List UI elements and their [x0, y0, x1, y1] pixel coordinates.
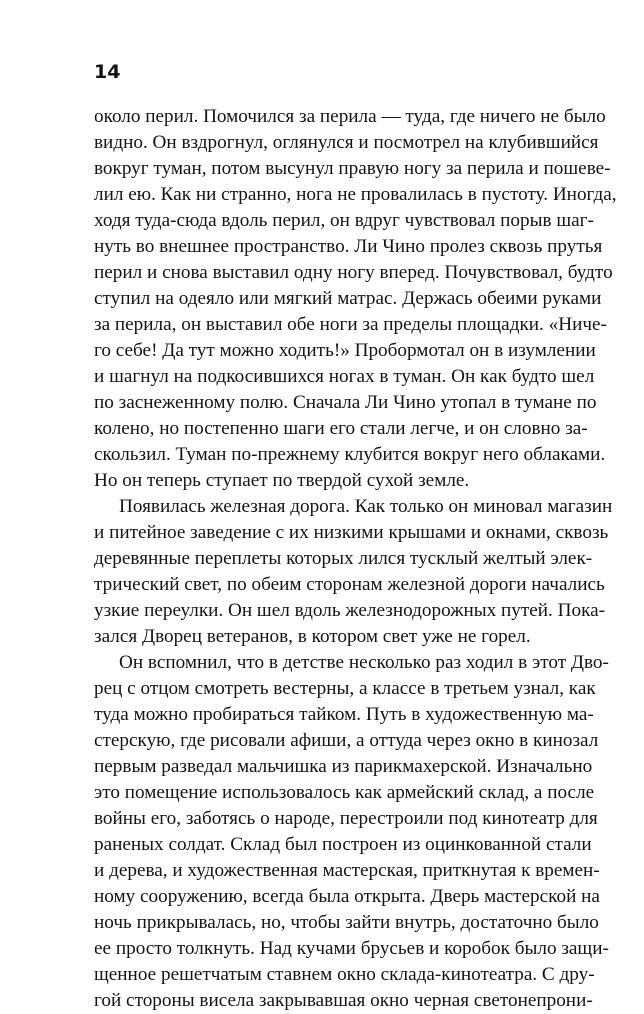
text-line: первым разведал мальчишка из парикмахерской. Изначально — [94, 756, 593, 777]
text-line: войны его, заботясь о народе, перестроили под кинотеатр для — [94, 808, 598, 829]
text-line: и питейное заведение с их низкими крышами и окнами, сквозь — [94, 522, 609, 543]
text-line: Он вспомнил, что в детстве несколько раз ходил в этот Дво- — [119, 652, 609, 673]
text-line: зался Дворец ветеранов, в котором свет уже не горел. — [94, 626, 531, 647]
text-line: по заснеженному полю. Сначала Ли Чино утопал в тумане по — [94, 392, 597, 413]
text-line: щенное решетчатым ставнем окно склада-кинотеатра. С дру- — [94, 964, 595, 985]
text-line: ному сооружению, всегда была открыта. Дверь мастерской на — [94, 886, 600, 907]
text-line: ее просто толкнуть. Над кучами брусьев и коробок было защи- — [94, 938, 609, 959]
text-line: го себе! Да тут можно ходить!» Пробормотал он в изумлении — [94, 340, 596, 361]
text-line: нуть во внешнее пространство. Ли Чино пролез сквозь прутья — [94, 236, 603, 257]
page-number: 14 — [94, 61, 121, 83]
text-line: колено, но постепенно шаги его стали легче, и он словно за- — [94, 418, 588, 439]
text-line: ходя туда-сюда вдоль перил, он вдруг чувствовал порыв шаг- — [94, 210, 594, 231]
text-line: трический свет, по обеим сторонам железной дороги начались — [94, 574, 605, 595]
text-line: ступил на одеяло или мягкий матрас. Держась обеими руками — [94, 288, 602, 309]
text-line: стерскую, где рисовали афиши, а оттуда через окно в кинозал — [94, 730, 599, 751]
body-text — [94, 104, 617, 1014]
text-line: Но он теперь ступает по твердой сухой земле. — [94, 470, 470, 491]
text-line: вокруг туман, потом высунул правую ногу за перила и пошеве- — [94, 158, 611, 179]
text-line: за перила, он выставил обе ноги за пределы площадки. «Ниче- — [94, 314, 607, 335]
text-line: видно. Он вздрогнул, оглянулся и посмотрел на клубившийся — [94, 132, 599, 153]
text-line: перил и снова выставил одну ногу вперед. Почувствовал, будто — [94, 262, 613, 283]
text-line: скользил. Туман по-прежнему клубится вокруг него облаками. — [94, 444, 606, 465]
text-line: узкие переулки. Он шел вдоль железнодорожных путей. Пока- — [94, 600, 606, 621]
text-line: раненых солдат. Склад был построен из оцинкованной стали — [94, 834, 592, 855]
text-line: ночь прикрывалась, но, чтобы зайти внутрь, достаточно было — [94, 912, 599, 933]
text-line: около перил. Помочился за перила — туда, где ничего не было — [94, 106, 606, 127]
text-line: деревянные переплеты которых лился тусклый желтый элек- — [94, 548, 593, 569]
text-line: это помещение использовалось как армейский склад, а после — [94, 782, 595, 803]
text-line: рец с отцом смотреть вестерны, а классе в третьем узнал, как — [94, 678, 596, 699]
text-line: туда можно пробираться тайком. Путь в художественную ма- — [94, 704, 594, 725]
text-line: гой стороны висела закрывавшая окно черная светонепрони- — [94, 990, 593, 1011]
text-line: и шагнул на подкосившихся ногах в туман. Он как будто шел — [94, 366, 595, 387]
text-line: и дерева, и художественная мастерская, приткнутая к времен- — [94, 860, 600, 881]
text-line: Появилась железная дорога. Как только он миновал магазин — [119, 496, 613, 517]
text-line: лил ею. Как ни странно, нога не провалилась в пустоту. Иногда, — [94, 184, 617, 205]
